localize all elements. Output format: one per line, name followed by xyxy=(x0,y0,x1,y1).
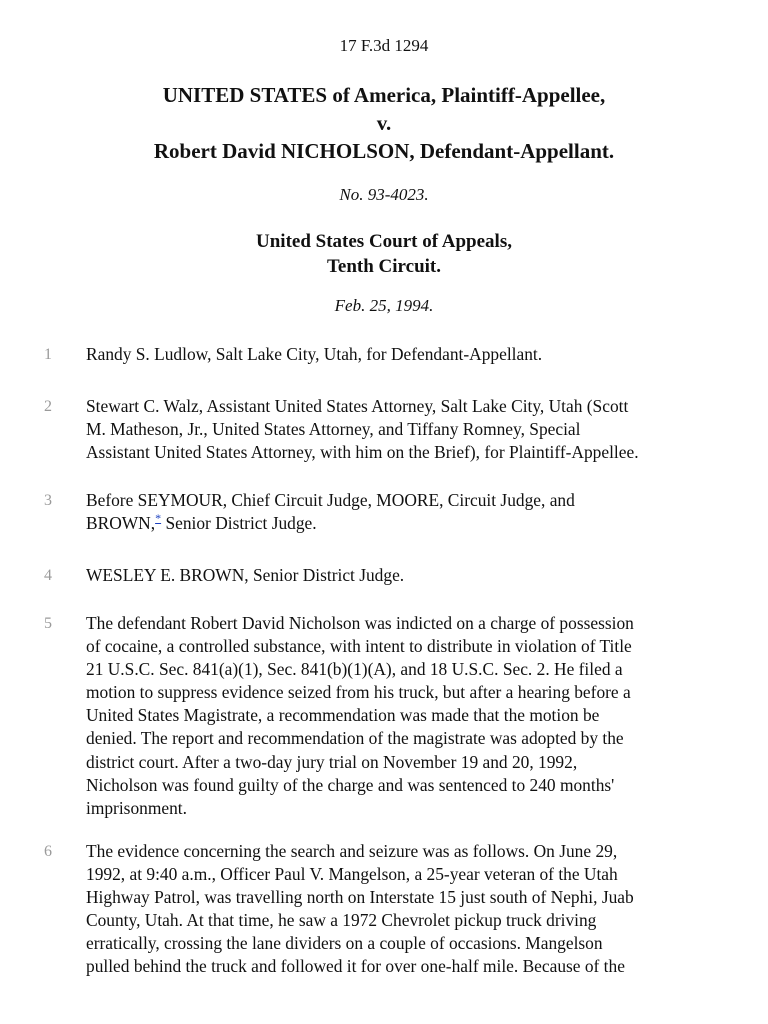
court-name-line2: Tenth Circuit. xyxy=(326,256,442,277)
text-line: County, Utah. At that time, he saw a 1972 Chevrolet pickup truck driving xyxy=(86,910,597,931)
text-line: imprisonment. xyxy=(86,797,187,818)
text-line: The evidence concerning the search and seizure was as follows. On June 29, xyxy=(86,841,618,861)
text-line: United States Magistrate, a recommendation was made that the motion be xyxy=(86,705,600,726)
case-parties xyxy=(0,81,768,165)
text-line: 1992, at 9:40 a.m., Officer Paul V. Mangelson, a 25-year veteran of the Utah xyxy=(86,864,618,885)
text-line: district court. After a two-day jury trial on November 19 and 20, 1992, xyxy=(86,751,578,772)
defendant-line: Robert David NICHOLSON, Defendant-Appellant. xyxy=(153,139,615,163)
paragraph-number: 2 xyxy=(44,398,52,415)
footnote-link[interactable]: * xyxy=(155,511,162,526)
text-line: Before SEYMOUR, Chief Circuit Judge, MOORE, Circuit Judge, and xyxy=(86,490,575,510)
court-name-line1: United States Court of Appeals, xyxy=(256,231,512,252)
text-line: pulled behind the truck and followed it for over one-half mile. Because of the xyxy=(86,956,625,977)
text-line: Nicholson was found guilty of the charge and was sentenced to 240 months' xyxy=(86,774,615,795)
paragraph-number: 6 xyxy=(44,843,52,860)
paragraph-text xyxy=(86,395,766,464)
paragraph-number: 3 xyxy=(44,492,52,509)
text-line: of cocaine, a controlled substance, with intent to distribute in violation of Title xyxy=(86,636,632,657)
court-name xyxy=(0,229,768,279)
paragraph-text xyxy=(86,612,766,820)
text-line: M. Matheson, Jr., United States Attorney, and Tiffany Romney, Special xyxy=(86,419,581,440)
paragraph-number: 1 xyxy=(44,346,52,363)
text-line: motion to suppress evidence seized from his truck, but after a hearing before a xyxy=(86,682,631,703)
case-citation: 17 F.3d 1294 xyxy=(339,36,429,55)
paragraph-text xyxy=(86,840,766,979)
text-line: Randy S. Ludlow, Salt Lake City, Utah, for Defendant-Appellant. xyxy=(86,344,543,364)
paragraph-text xyxy=(86,564,766,587)
docket-number: No. 93-4023. xyxy=(339,185,429,204)
paragraph-number: 4 xyxy=(44,567,52,584)
text-line: WESLEY E. BROWN, Senior District Judge. xyxy=(86,565,405,585)
text-line: Stewart C. Walz, Assistant United States Attorney, Salt Lake City, Utah (Scott xyxy=(86,396,629,416)
judge-name: BROWN, xyxy=(86,513,156,534)
text-line xyxy=(86,512,766,535)
text-line: Highway Patrol, was travelling north on Interstate 15 just south of Nephi, Juab xyxy=(86,887,634,908)
text-line: denied. The report and recommendation of the magistrate was adopted by the xyxy=(86,728,624,749)
paragraph-number: 5 xyxy=(44,615,52,632)
paragraph-text xyxy=(86,343,766,366)
text-line: Assistant United States Attorney, with him on the Brief), for Plaintiff-Appellee. xyxy=(86,442,639,463)
versus-line: v. xyxy=(376,111,392,135)
plaintiff-line: UNITED STATES of America, Plaintiff-Appellee, xyxy=(162,83,606,107)
decision-date: Feb. 25, 1994. xyxy=(334,296,434,315)
text-line: 21 U.S.C. Sec. 841(a)(1), Sec. 841(b)(1)(A), and 18 U.S.C. Sec. 2. He filed a xyxy=(86,659,623,680)
paragraph-text xyxy=(86,489,766,535)
judge-title: Senior District Judge. xyxy=(161,513,317,534)
text-line: erratically, crossing the lane dividers on a couple of occasions. Mangelson xyxy=(86,933,603,954)
text-line: The defendant Robert David Nicholson was indicted on a charge of possession xyxy=(86,613,634,633)
